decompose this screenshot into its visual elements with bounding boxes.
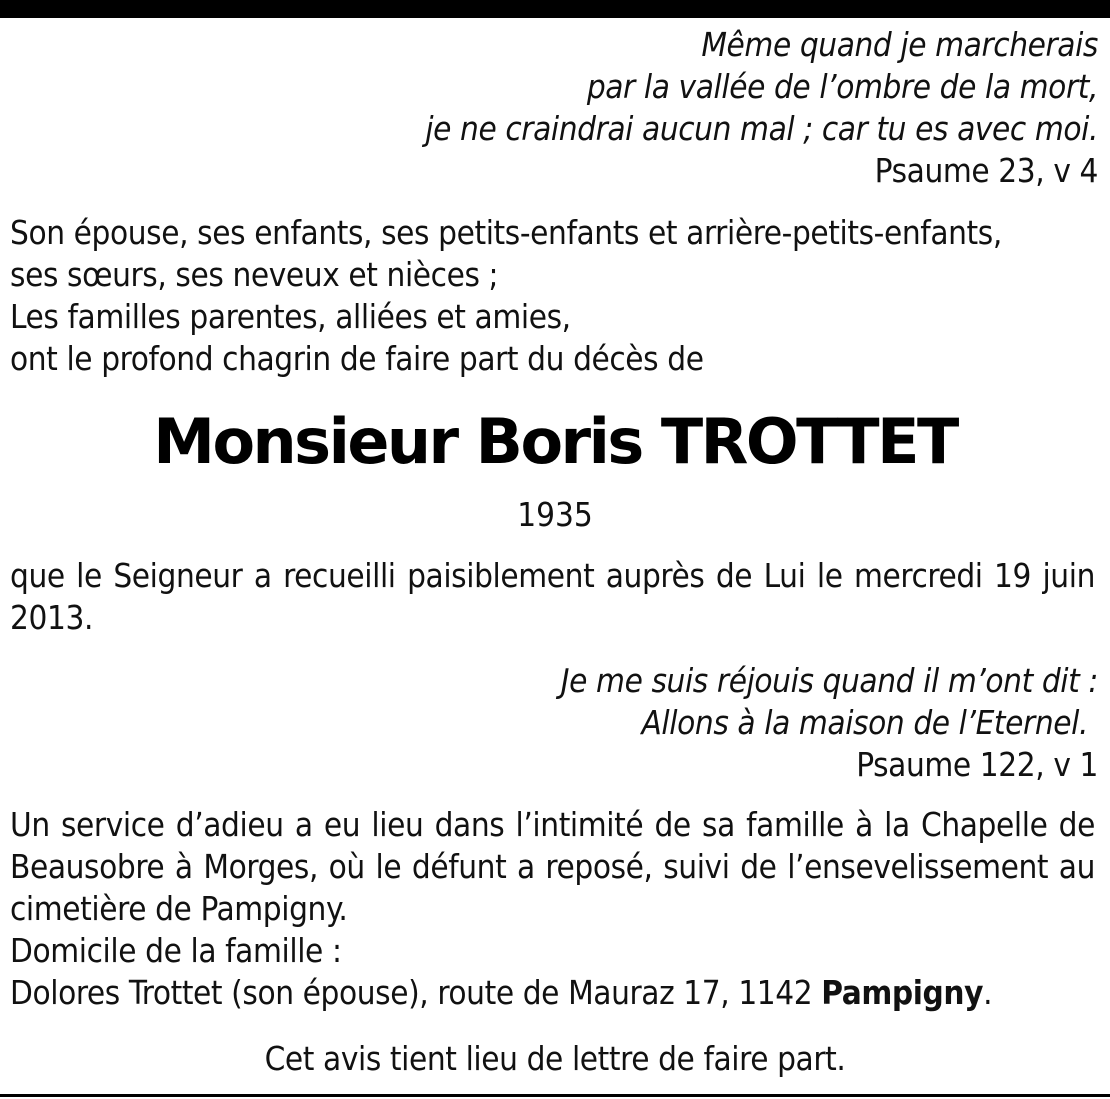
death-text: que le Seigneur a recueilli paisiblement auprès de Lui le mercredi 19 juin 2013. [10,556,1095,637]
family-line: Les familles parentes, alliées et amies, [10,297,571,336]
quote-line: par la vallée de l’ombre de la mort, [586,67,1098,106]
address-prefix: Dolores Trottet (son épouse), route de Mauraz 17, 1142 [10,973,822,1012]
birth-year: 1935 [517,495,593,534]
bottom-rule [0,1094,1110,1097]
address-suffix: . [983,973,993,1012]
family-address [10,972,1095,1014]
psalm-quote-bottom [561,660,1098,786]
family-line: ont le profond chagrin de faire part du décès de [10,339,704,378]
top-rule [0,0,1110,18]
family-line: ses sœurs, ses neveux et nièces ; [10,255,499,294]
quote-line: Même quand je marcherais [701,25,1098,64]
quote-line: je ne craindrai aucun mal ; car tu es avec moi. [425,109,1098,148]
quote-reference: Psaume 23, v 4 [874,151,1098,190]
quote-reference: Psaume 122, v 1 [856,745,1098,784]
domicile-label: Domicile de la famille : [10,931,342,970]
family-announcement [10,212,1095,380]
psalm-quote-top [425,24,1098,192]
service-info [10,804,1095,1014]
deceased-name: Monsieur Boris TROTTET [153,405,957,478]
quote-line: Je me suis réjouis quand il m’ont dit : [560,661,1098,700]
address-town: Pampigny [821,973,984,1012]
notice-text: Cet avis tient lieu de lettre de faire part. [264,1039,846,1078]
family-line: Son épouse, ses enfants, ses petits-enfants et arrière-petits-enfants, [10,213,1002,252]
quote-line: Allons à la maison de l’Eternel. [641,703,1088,742]
service-text: Un service d’adieu a eu lieu dans l’intimité de sa famille à la Chapelle de Beausobre à Morges, où le défunt a reposé, suivi de l’ensevelissement au cimetière de Pampigny. [10,805,1095,928]
